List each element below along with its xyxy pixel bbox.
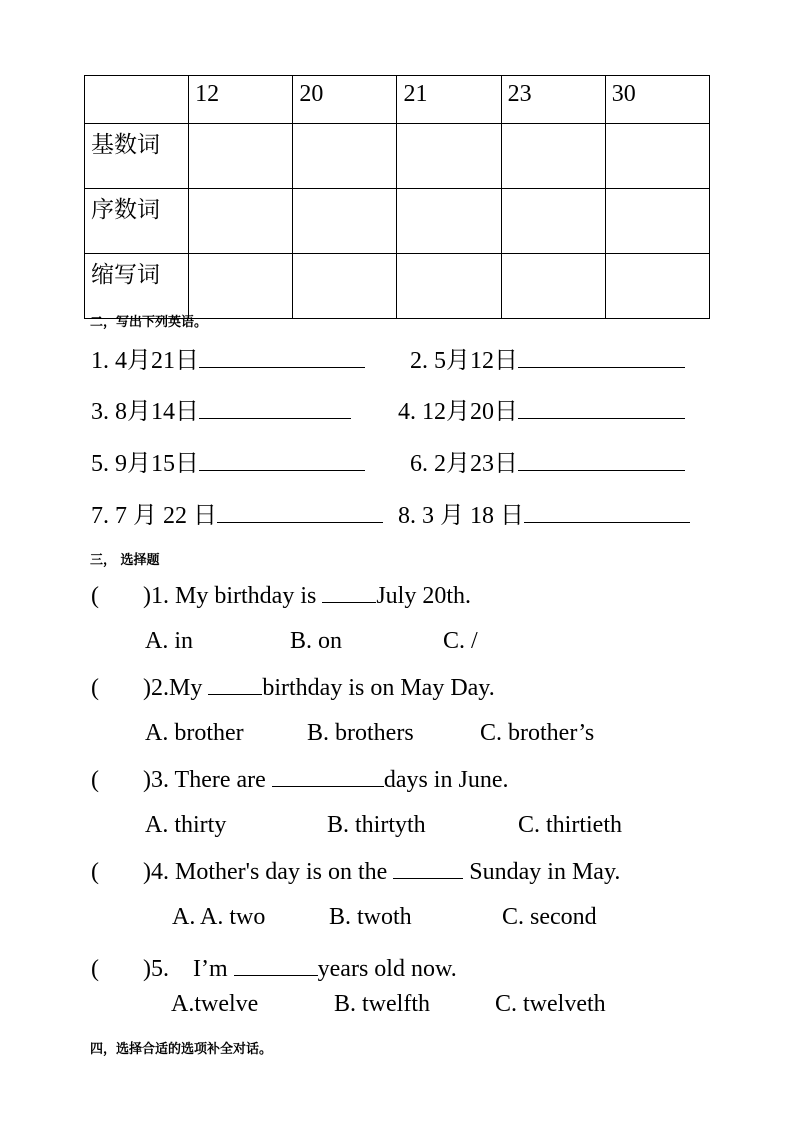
answer-cell[interactable] — [501, 254, 605, 319]
table-header-cell — [85, 76, 189, 124]
question-open-paren[interactable]: ( — [91, 583, 99, 609]
question-text: )2.My — [143, 675, 209, 701]
question-text-tail: years old now. — [317, 956, 457, 982]
option-a[interactable]: A. A. two — [172, 904, 266, 930]
answer-cell[interactable] — [189, 254, 293, 319]
answer-blank[interactable] — [208, 672, 262, 695]
date-label: 6. 2月23日 — [410, 451, 518, 477]
date-item — [410, 446, 685, 479]
answer-cell[interactable] — [501, 124, 605, 189]
option-b[interactable]: B. brothers — [307, 720, 414, 746]
question-open-paren[interactable]: ( — [91, 956, 99, 982]
table-header-cell: 20 — [293, 76, 397, 124]
answer-blank[interactable] — [322, 580, 376, 603]
answer-cell[interactable] — [605, 254, 709, 319]
answer-cell[interactable] — [397, 124, 501, 189]
section-3-title: 三， 选择题 — [90, 553, 160, 568]
date-label: 2. 5月12日 — [410, 348, 518, 374]
option-c[interactable]: C. twelveth — [495, 991, 606, 1017]
table-header-cell: 12 — [189, 76, 293, 124]
question-text: )1. My birthday is — [143, 583, 323, 609]
question-text: )3. There are — [143, 767, 272, 793]
option-c[interactable]: C. / — [443, 628, 478, 654]
answer-blank[interactable] — [217, 498, 383, 523]
date-item — [410, 343, 685, 376]
option-c[interactable]: C. second — [502, 904, 597, 930]
table-header-row — [85, 76, 710, 124]
option-b[interactable]: B. thirtyth — [327, 812, 426, 838]
answer-cell[interactable] — [293, 189, 397, 254]
date-label: 1. 4月21日 — [91, 348, 199, 374]
option-b[interactable]: B. twelfth — [334, 991, 430, 1017]
answer-cell[interactable] — [397, 189, 501, 254]
option-a[interactable]: A.twelve — [171, 991, 259, 1017]
answer-blank[interactable] — [272, 764, 384, 787]
answer-blank[interactable] — [393, 856, 463, 879]
question-1 — [91, 580, 471, 611]
row-label-ordinal: 序数词 — [85, 189, 189, 254]
answer-blank[interactable] — [518, 446, 685, 471]
date-item — [91, 498, 383, 531]
date-label: 7. 7 月 22 日 — [91, 503, 217, 529]
table-row — [85, 254, 710, 319]
answer-blank[interactable] — [518, 343, 685, 368]
answer-blank[interactable] — [524, 498, 690, 523]
answer-cell[interactable] — [189, 124, 293, 189]
option-b[interactable]: B. twoth — [329, 904, 412, 930]
date-item — [91, 343, 365, 376]
answer-blank[interactable] — [199, 446, 365, 471]
answer-cell[interactable] — [397, 254, 501, 319]
question-text: )4. Mother's day is on the — [143, 859, 394, 885]
table-row — [85, 124, 710, 189]
question-text-tail: days in June. — [383, 767, 509, 793]
option-a[interactable]: A. in — [145, 628, 193, 654]
question-text-tail: Sunday in May. — [463, 859, 621, 885]
answer-cell[interactable] — [293, 124, 397, 189]
option-c[interactable]: C. thirtieth — [518, 812, 622, 838]
question-3 — [91, 764, 508, 795]
answer-blank[interactable] — [518, 394, 685, 419]
question-5 — [91, 953, 457, 984]
table-header-cell: 21 — [397, 76, 501, 124]
date-label: 4. 12月20日 — [398, 399, 518, 425]
option-c[interactable]: C. brother’s — [480, 720, 595, 746]
row-label-cardinal: 基数词 — [85, 124, 189, 189]
date-item — [91, 394, 351, 427]
table-row — [85, 189, 710, 254]
option-a[interactable]: A. brother — [145, 720, 244, 746]
answer-blank[interactable] — [199, 394, 351, 419]
table-header-cell: 30 — [605, 76, 709, 124]
date-item — [398, 394, 685, 427]
option-a[interactable]: A. thirty — [145, 812, 227, 838]
table-header-cell: 23 — [501, 76, 605, 124]
date-label: 8. 3 月 18 日 — [398, 503, 524, 529]
question-text: )5. I’m — [143, 956, 234, 982]
number-table — [84, 75, 710, 319]
date-item — [398, 498, 690, 531]
question-text-tail: birthday is on May Day. — [262, 675, 495, 701]
answer-cell[interactable] — [605, 189, 709, 254]
section-2-title: 二，写出下列英语。 — [90, 315, 208, 330]
date-label: 3. 8月14日 — [91, 399, 199, 425]
answer-cell[interactable] — [189, 189, 293, 254]
row-label-abbreviation: 缩写词 — [85, 254, 189, 319]
section-4-title: 四，选择合适的选项补全对话。 — [90, 1042, 273, 1057]
question-4 — [91, 856, 620, 887]
answer-blank[interactable] — [234, 953, 318, 976]
answer-cell[interactable] — [605, 124, 709, 189]
answer-cell[interactable] — [293, 254, 397, 319]
option-b[interactable]: B. on — [290, 628, 343, 654]
date-label: 5. 9月15日 — [91, 451, 199, 477]
question-open-paren[interactable]: ( — [91, 767, 99, 793]
question-open-paren[interactable]: ( — [91, 859, 99, 885]
question-text-tail: July 20th. — [376, 583, 472, 609]
question-2 — [91, 672, 495, 703]
answer-cell[interactable] — [501, 189, 605, 254]
question-open-paren[interactable]: ( — [91, 675, 99, 701]
date-item — [91, 446, 365, 479]
answer-blank[interactable] — [199, 343, 365, 368]
